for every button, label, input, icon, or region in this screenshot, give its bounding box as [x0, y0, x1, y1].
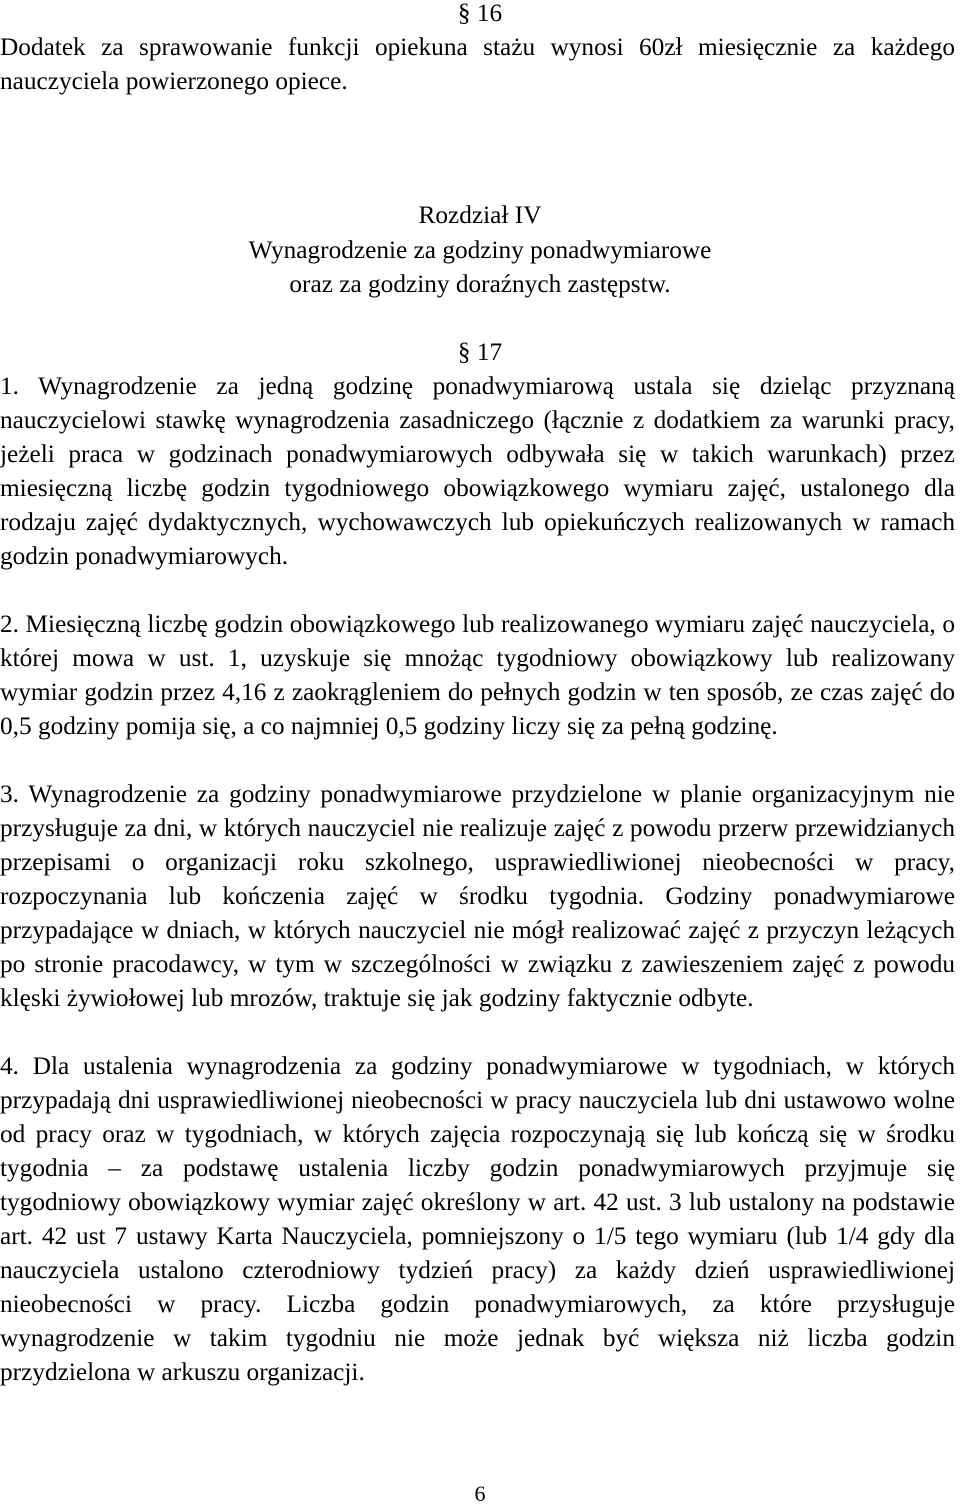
section-17-paragraph-4: 4. Dla ustalenia wynagrodzenia za godziny ponadwymiarowe w tygodniach, w których przypadają dni usprawiedliwionej nieobecności w pracy nauczyciela lub dni ustawowo wolne od pracy oraz w tygodniach, w których zajęcia rozpoczynają się lub kończą się w środku tygodnia – za podstawę ustalenia liczby godzin ponadwymiarowych przyjmuje się tygodniowy obowiązkowy wymiar zajęć określony w art. 42 ust. 3 lub ustalony na podstawie art. 42 ust 7 ustawy Karta Nauczyciela, pomniejszony o 1/5 tego wymiaru (lub 1/4 gdy dla nauczyciela ustalono czterodniowy tydzień pracy) za każdy dzień usprawiedliwionej nieobecności w pracy. Liczba godzin ponadwymiarowych, za które przysługuje wynagrodzenie w takim tygodniu nie może jednak być większa niż liczba godzin przydzielona w arkuszu organizacji. [0, 1052, 955, 1386]
section-17-heading: § 17 [457, 338, 503, 366]
chapter-subtitle-line-2: oraz za godziny doraźnych zastępstw. [289, 270, 671, 298]
section-17-paragraph-3: 3. Wynagrodzenie za godziny ponadwymiarowe przydzielone w planie organizacyjnym nie przysługuje za dni, w których nauczyciel nie realizuje zajęć z powodu przerw przewidzianych przepisami o organizacji roku szkolnego, usprawiedliwionej nieobecności w pracy, rozpoczynania lub kończenia zajęć w środku tygodnia. Godziny ponadwymiarowe przypadające w dniach, w których nauczyciel nie mógł realizować zajęć z przyczyn leżących po stronie pracodawcy, w tym w szczególności w związku z zawieszeniem zajęć z powodu klęski żywiołowej lub mrozów, traktuje się jak godziny faktycznie odbyte. [0, 780, 955, 1012]
section-17-paragraph-2: 2. Miesięczną liczbę godzin obowiązkowego lub realizowanego wymiaru zajęć nauczyciela, o której mowa w ust. 1, uzyskuje się mnożąc tygodniowy obowiązkowy lub realizowany wymiar godzin przez 4,16 z zaokrągleniem do pełnych godzin w ten sposób, ze czas zajęć do 0,5 godziny pomija się, a co najmniej 0,5 godziny liczy się za pełną godzinę. [0, 610, 955, 740]
chapter-title: Rozdział IV [418, 201, 542, 229]
page-number: 6 [474, 1481, 486, 1506]
section-16-text: Dodatek za sprawowanie funkcji opiekuna stażu wynosi 60zł miesięcznie za każdego nauczyciela powierzonego opiece. [0, 33, 955, 95]
section-16-heading: § 16 [457, 0, 503, 27]
section-17-paragraph-1: 1. Wynagrodzenie za jedną godzinę ponadwymiarową ustala się dzieląc przyznaną nauczycielowi stawkę wynagrodzenia zasadniczego (łącznie z dodatkiem za warunki pracy, jeżeli praca w godzinach ponadwymiarowych odbywała się w takich warunkach) przez miesięczną liczbę godzin tygodniowego obowiązkowego wymiaru zajęć, ustalonego dla rodzaju zajęć dydaktycznych, wychowawczych lub opiekuńczych realizowanych w ramach godzin ponadwymiarowych. [0, 372, 955, 570]
chapter-subtitle-line-1: Wynagrodzenie za godziny ponadwymiarowe [248, 236, 712, 264]
